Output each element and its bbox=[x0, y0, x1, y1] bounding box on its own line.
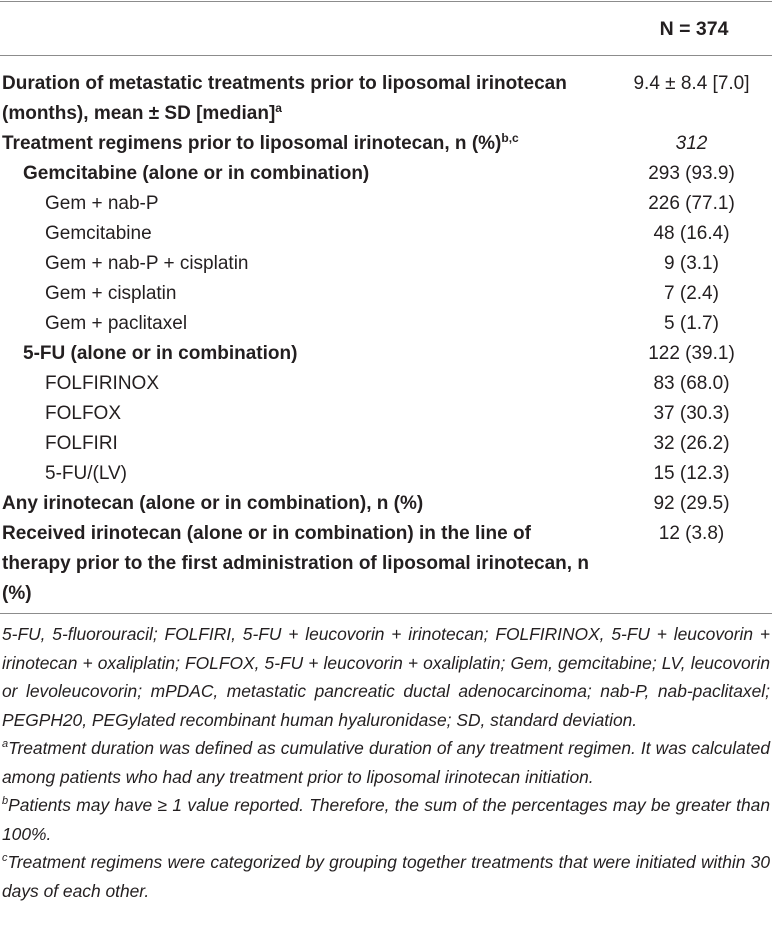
footnote-marker: a bbox=[275, 101, 282, 115]
table-row bbox=[0, 279, 772, 309]
table-row-duration bbox=[0, 69, 772, 129]
row-value: 7 (2.4) bbox=[664, 283, 719, 304]
row-label: Gem + nab-P + cisplatin bbox=[45, 253, 249, 274]
header-divider-rule bbox=[0, 55, 772, 56]
row-label: Received irinotecan (alone or in combination) in the line of therapy prior to the first administration of liposomal irinotecan, n (%) bbox=[2, 523, 589, 604]
table-top-rule bbox=[0, 1, 772, 2]
row-label: Treatment regimens prior to liposomal irinotecan, n (%)$^{b,c}$ bbox=[2, 131, 519, 154]
column-header-n: N = 374 bbox=[659, 18, 729, 40]
row-label: 5-FU (alone or in combination) bbox=[23, 343, 298, 364]
row-label: Gem + nab-P bbox=[45, 193, 159, 214]
table-row bbox=[0, 369, 772, 399]
table-footnotes bbox=[2, 620, 770, 905]
row-label: 5-FU/(LV) bbox=[45, 463, 127, 484]
row-value: 9.4 ± 8.4 [7.0] bbox=[633, 73, 750, 94]
footnote-marker: b,c bbox=[501, 131, 519, 145]
row-value: 92 (29.5) bbox=[653, 493, 730, 514]
row-label: Gemcitabine (alone or in combination) bbox=[23, 163, 370, 184]
row-value: 5 (1.7) bbox=[664, 313, 719, 334]
table-body bbox=[0, 69, 772, 609]
row-value: 83 (68.0) bbox=[653, 373, 730, 394]
footnote-c: $^c$Treatment regimens were categorized by grouping together treatments that were initiated within 30 days of each other. bbox=[2, 852, 770, 901]
row-value: 312 bbox=[675, 133, 708, 154]
row-value: 32 (26.2) bbox=[653, 433, 730, 454]
footnote-abbreviations: 5-FU, 5-fluorouracil; FOLFIRI, 5-FU + leucovorin + irinotecan; FOLFIRINOX, 5-FU + leucovorin + irinotecan + oxaliplatin; FOLFOX, 5-FU + leucovorin + oxaliplatin; Gem, gemcitabine; LV, leucovorin or levoleucovorin; mPDAC, metastatic pancreatic ductal adenocarcinoma; nab-P, nab-paclitaxel; PEGPH20, PEGylated recombinant human hyaluronidase; SD, standard deviation. bbox=[2, 624, 770, 730]
row-value: 293 (93.9) bbox=[648, 163, 735, 184]
table-row bbox=[0, 189, 772, 219]
row-label: FOLFOX bbox=[45, 403, 122, 424]
row-value: 12 (3.8) bbox=[658, 523, 725, 544]
row-label: Gemcitabine bbox=[45, 223, 152, 244]
table-row-gemcitabine-group bbox=[0, 159, 772, 189]
table-bottom-rule bbox=[0, 613, 772, 614]
table-row-any-irinotecan bbox=[0, 489, 772, 519]
table-row-treatment-regimens bbox=[0, 129, 772, 159]
row-label: Duration of metastatic treatments prior to liposomal irinotecan (months), mean ± SD [median]$^a$ bbox=[2, 73, 567, 124]
row-label: Gem + cisplatin bbox=[45, 283, 177, 304]
table-row bbox=[0, 459, 772, 489]
row-value: 15 (12.3) bbox=[653, 463, 730, 484]
footnote-a: $^a$Treatment duration was defined as cumulative duration of any treatment regimen. It was calculated among patients who had any treatment prior to liposomal irinotecan initiation. bbox=[2, 738, 770, 787]
footnote-b: $^b$Patients may have ≥ 1 value reported. Therefore, the sum of the percentages may be greater than 100%. bbox=[2, 795, 770, 844]
row-value: 48 (16.4) bbox=[653, 223, 730, 244]
table-row bbox=[0, 309, 772, 339]
table-row bbox=[0, 429, 772, 459]
row-value: 122 (39.1) bbox=[648, 343, 735, 364]
footnote-marker: c bbox=[2, 852, 8, 864]
table-row-5fu-group bbox=[0, 339, 772, 369]
footnote-marker: b bbox=[2, 795, 9, 807]
footnote-marker: a bbox=[2, 738, 9, 750]
table-row-received-irinotecan bbox=[0, 519, 772, 609]
table-row bbox=[0, 249, 772, 279]
row-value: 37 (30.3) bbox=[653, 403, 730, 424]
row-label: FOLFIRI bbox=[45, 433, 118, 454]
row-label: Any irinotecan (alone or in combination), n (%) bbox=[2, 493, 424, 514]
row-label: Gem + paclitaxel bbox=[45, 313, 188, 334]
row-label: FOLFIRINOX bbox=[45, 373, 160, 394]
table-row bbox=[0, 399, 772, 429]
table-row bbox=[0, 219, 772, 249]
row-value: 226 (77.1) bbox=[648, 193, 735, 214]
row-value: 9 (3.1) bbox=[664, 253, 719, 274]
